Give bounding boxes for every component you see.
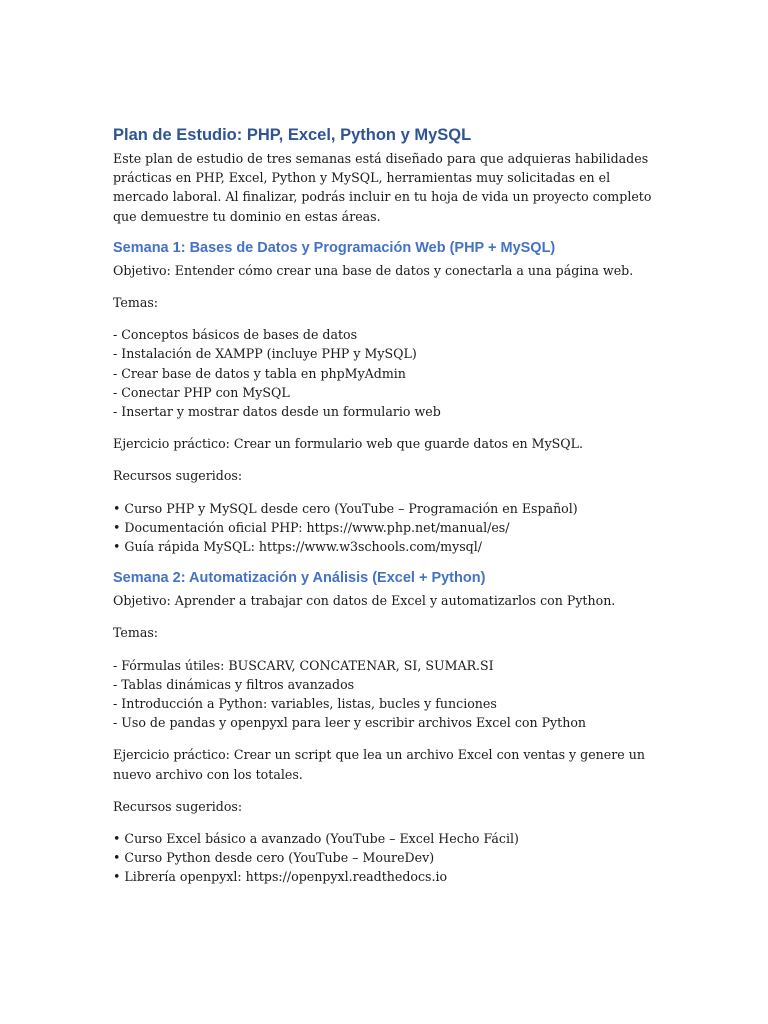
list-item: - Instalación de XAMPP (incluye PHP y MySQL) bbox=[113, 346, 417, 362]
list-item: - Uso de pandas y openpyxl para leer y escribir archivos Excel con Python bbox=[113, 715, 587, 731]
week-2-heading: Semana 2: Automatización y Análisis (Excel + Python) bbox=[113, 570, 486, 587]
list-item: - Tablas dinámicas y filtros avanzados bbox=[113, 676, 355, 692]
week-1-section bbox=[113, 238, 653, 556]
week-2-objective: Objetivo: Aprender a trabajar con datos de Excel y automatizarlos con Python. bbox=[113, 593, 616, 609]
week-2-resources-label: Recursos sugeridos: bbox=[113, 798, 243, 814]
document-page bbox=[113, 124, 653, 887]
list-item: - Fórmulas útiles: BUSCARV, CONCATENAR, SI, SUMAR.SI bbox=[113, 657, 494, 673]
week-1-resources-list bbox=[113, 499, 653, 557]
week-1-exercise: Ejercicio práctico: Crear un formulario web que guarde datos en MySQL. bbox=[113, 436, 584, 452]
week-1-objective: Objetivo: Entender cómo crear una base de datos y conectarla a una página web. bbox=[113, 262, 634, 278]
week-2-section bbox=[113, 568, 653, 886]
week-2-exercise: Ejercicio práctico: Crear un script que lea un archivo Excel con ventas y genere un nuevo archivo con los totales. bbox=[113, 747, 645, 782]
list-item: - Introducción a Python: variables, listas, bucles y funciones bbox=[113, 696, 497, 712]
list-item: • Curso Python desde cero (YouTube – MoureDev) bbox=[113, 850, 435, 866]
intro-paragraph: Este plan de estudio de tres semanas está diseñado para que adquieras habilidades prácticas en PHP, Excel, Python y MySQL, herramientas muy solicitadas en el mercado laboral. Al finalizar, podrás incluir en tu hoja de vida un proyecto completo que demuestre tu dominio en estas áreas. bbox=[113, 151, 652, 224]
list-item: • Curso Excel básico a avanzado (YouTube – Excel Hecho Fácil) bbox=[113, 831, 519, 847]
list-item: - Crear base de datos y tabla en phpMyAdmin bbox=[113, 365, 406, 381]
week-2-topics-label: Temas: bbox=[113, 625, 159, 641]
document-title: Plan de Estudio: PHP, Excel, Python y MySQL bbox=[113, 126, 472, 144]
week-2-topics-list bbox=[113, 656, 653, 733]
week-1-heading: Semana 1: Bases de Datos y Programación Web (PHP + MySQL) bbox=[113, 239, 556, 256]
list-item: • Librería openpyxl: https://openpyxl.readthedocs.io bbox=[113, 869, 448, 885]
list-item: - Insertar y mostrar datos desde un formulario web bbox=[113, 404, 441, 420]
list-item: • Documentación oficial PHP: https://www.php.net/manual/es/ bbox=[113, 519, 510, 535]
week-1-topics-list bbox=[113, 325, 653, 421]
list-item: - Conectar PHP con MySQL bbox=[113, 384, 290, 400]
week-2-resources-list bbox=[113, 829, 653, 887]
week-1-resources-label: Recursos sugeridos: bbox=[113, 468, 243, 484]
week-1-topics-label: Temas: bbox=[113, 295, 159, 311]
list-item: • Curso PHP y MySQL desde cero (YouTube – Programación en Español) bbox=[113, 500, 578, 516]
list-item: - Conceptos básicos de bases de datos bbox=[113, 327, 358, 343]
list-item: • Guía rápida MySQL: https://www.w3schools.com/mysql/ bbox=[113, 539, 482, 555]
